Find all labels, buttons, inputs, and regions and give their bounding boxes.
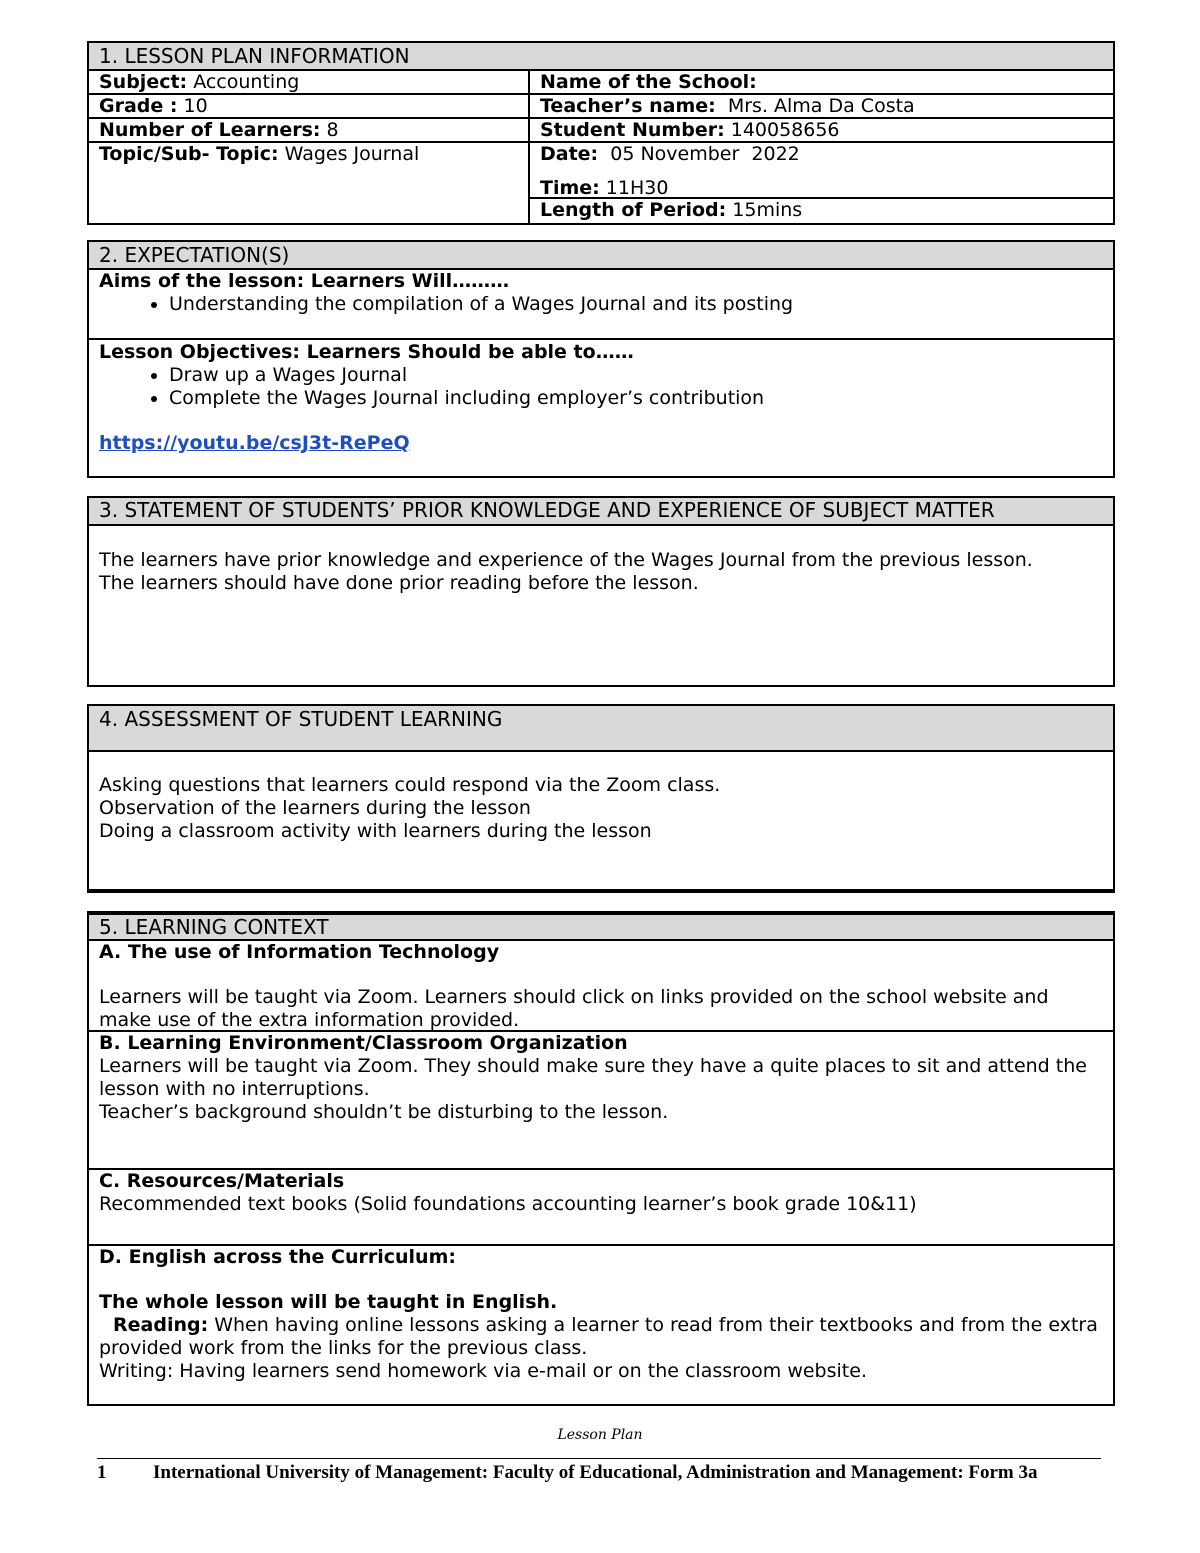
english-statement: The whole lesson will be taught in English. [99,1291,558,1313]
assessment-line-3: Doing a classroom activity with learners during the lesson [99,820,652,842]
date-value: 05 November 2022 [598,143,800,165]
info-row-subject [89,71,1113,95]
footer [97,1462,1038,1484]
environment-text-2: Teacher’s background shouldn’t be disturbing to the lesson. [99,1101,669,1123]
resources-title: C. Resources/Materials [99,1170,345,1192]
info-row-grade [89,95,1113,119]
info-row-learners [89,119,1113,143]
prior-knowledge-line-2: The learners should have done prior reading before the lesson. [99,572,699,594]
length-value: 15mins [726,199,803,221]
student-number-value: 140058656 [724,119,840,141]
teacher-label: Teacher’s name: [540,95,716,117]
aims-list [99,293,1103,316]
aims-title: Aims of the lesson: Learners Will……… [99,270,510,292]
lesson-plan-information-section [87,41,1115,225]
video-link[interactable]: https://youtu.be/csJ3t-RePeQ [99,432,410,454]
student-number-label: Student Number: [540,119,725,141]
footer-title: Lesson Plan [557,1427,643,1443]
grade-value: 10 [177,95,208,117]
english-title: D. English across the Curriculum: [99,1246,456,1268]
list-item: • Understanding the compilation of a Wages Journal and its posting [169,293,1103,316]
time-value: 11H30 [599,177,669,199]
subject-label: Subject: [99,71,188,93]
expectations-section [87,240,1115,478]
date-label: Date: [540,143,599,165]
learners-label: Number of Learners: [99,119,321,141]
writing-text: Writing: Having learners send homework via e-mail or on the classroom website. [99,1360,867,1382]
list-item: • Complete the Wages Journal including employer’s contribution [169,387,1103,410]
section-3-header: 3. STATEMENT OF STUDENTS’ PRIOR KNOWLEDGE AND EXPERIENCE OF SUBJECT MATTER [89,498,1113,526]
section-5-header: 5. LEARNING CONTEXT [89,915,1113,941]
topic-label: Topic/Sub- Topic: [99,143,279,165]
it-text: Learners will be taught via Zoom. Learners should click on links provided on the school website and make use of the extra information provided. [99,986,1049,1030]
it-title: A. The use of Information Technology [99,941,500,963]
section-2-header: 2. EXPECTATION(S) [89,242,1113,270]
prior-knowledge-section [87,496,1115,687]
assessment-section [87,704,1115,893]
info-row-topic [89,143,1113,223]
grade-label: Grade : [99,95,178,117]
list-item: • Draw up a Wages Journal [169,364,1103,387]
objectives-list [99,364,1103,410]
learners-value: 8 [320,119,339,141]
section-4-header: 4. ASSESSMENT OF STUDENT LEARNING [89,706,1113,752]
time-label: Time: [540,177,600,199]
teacher-value: Mrs. Alma Da Costa [715,95,915,117]
prior-knowledge-line-1: The learners have prior knowledge and experience of the Wages Journal from the previous lesson. [99,549,1033,571]
length-label: Length of Period: [540,199,727,221]
section-1-header: 1. LESSON PLAN INFORMATION [89,43,1113,71]
environment-text-1: Learners will be taught via Zoom. They should make sure they have a quite places to sit and attend the lesson with no interruptions. [99,1055,1087,1100]
reading-label: Reading: [113,1314,209,1336]
assessment-line-1: Asking questions that learners could respond via the Zoom class. [99,774,721,796]
learning-context-section [87,911,1115,1406]
subject-value: Accounting [187,71,300,93]
footer-divider [97,1458,1101,1459]
topic-value: Wages Journal [278,143,420,165]
resources-text: Recommended text books (Solid foundations accounting learner’s book grade 10&11) [99,1193,917,1215]
environment-title: B. Learning Environment/Classroom Organization [99,1032,628,1054]
page-number: 1 [97,1462,107,1483]
footer-text: International University of Management: Faculty of Educational, Administration and Management: Form 3a [153,1462,1038,1483]
reading-text: When having online lessons asking a learner to read from their textbooks and from the extra provided work from the links for the previous class. [99,1314,1098,1359]
assessment-line-2: Observation of the learners during the lesson [99,797,531,819]
objectives-title: Lesson Objectives: Learners Should be able to…… [99,341,634,363]
school-label: Name of the School: [540,71,757,93]
